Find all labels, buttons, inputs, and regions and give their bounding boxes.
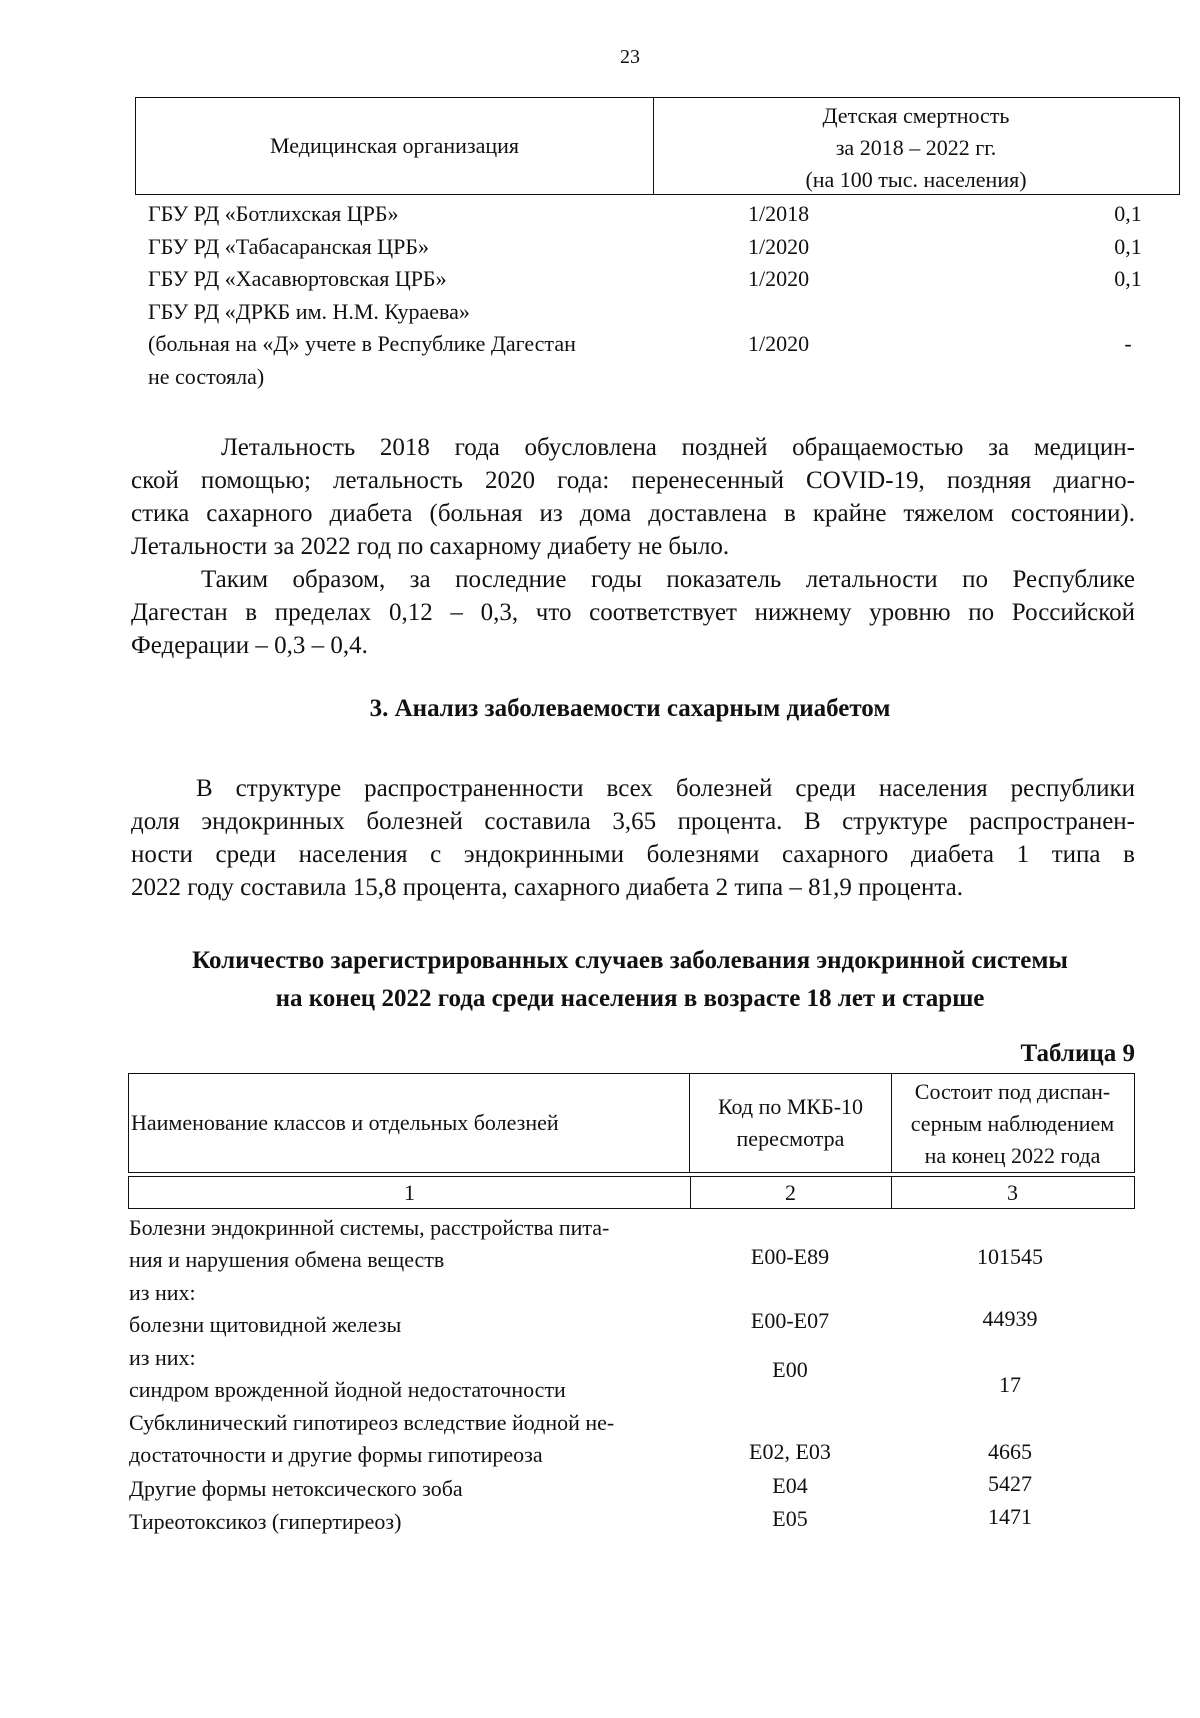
row-count: 1471 <box>988 1504 1032 1529</box>
table-row <box>129 1473 689 1505</box>
header-count <box>891 1074 1134 1174</box>
column-number: 2 <box>690 1177 892 1208</box>
column-number: 3 <box>1007 1179 1018 1205</box>
text-line: стика сахарного диабета (больная из дома доставлена в крайне тяжелом состоянии). <box>131 500 1135 527</box>
mortality-org: не состояла) <box>148 364 265 389</box>
text-line: Федерации – 0,3 – 0,4. <box>131 632 368 659</box>
mortality-value: - <box>1124 331 1132 356</box>
mortality-year: 1/2018 <box>748 201 810 226</box>
row-code: E00-E07 <box>750 1308 830 1333</box>
table9-label: Таблица 9 <box>1020 1040 1135 1067</box>
row-name: Болезни эндокринной системы, расстройства пита- <box>129 1215 610 1240</box>
row-name: синдром врожденной йодной недостаточности <box>129 1377 566 1402</box>
caption-line: на конец 2022 года среди населения в возрасте 18 лет и старше <box>275 985 985 1012</box>
mortality-header-line: (на 100 тыс. населения) <box>805 167 1027 192</box>
table-row <box>129 1407 689 1471</box>
text-line: 2022 году составила 15,8 процента, сахарного диабета 2 типа – 81,9 процента. <box>131 874 963 901</box>
row-count: 101545 <box>977 1244 1043 1269</box>
mortality-year: 1/2020 <box>748 234 810 259</box>
row-name: из них: <box>129 1280 196 1305</box>
mortality-value: 0,1 <box>1114 266 1142 291</box>
mortality-header <box>653 98 1179 196</box>
row-code: E05 <box>772 1506 808 1531</box>
text-line: ности среди населения с эндокринными болезнями сахарного диабета 1 типа в <box>131 841 1135 868</box>
caption-line: Количество зарегистрированных случаев заболевания эндокринной системы <box>192 947 1068 974</box>
text-line: Дагестан в пределах 0,12 – 0,3, что соответствует нижнему уровню по Российской <box>131 599 1135 626</box>
mortality-year: 1/2020 <box>748 331 810 356</box>
header-name: Наименование классов и отдельных болезней <box>129 1074 690 1172</box>
row-code: E04 <box>772 1473 808 1498</box>
column-number: 1 <box>129 1177 691 1208</box>
mortality-org: ГБУ РД «Ботлихская ЦРБ» <box>148 201 399 226</box>
text-line: В структуре распространенности всех болезней среди населения республики <box>196 775 1135 802</box>
text-line: Таким образом, за последние годы показатель летальности по Республике <box>201 566 1135 593</box>
mortality-header-line: за 2018 – 2022 гг. <box>835 135 997 160</box>
header-count-line: на конец 2022 года <box>924 1143 1101 1168</box>
row-code: E02, E03 <box>749 1439 831 1464</box>
organization-header: Медицинская организация <box>136 98 654 194</box>
text-line: Летальность 2018 года обусловлена поздней обращаемостью за медицин- <box>221 434 1135 461</box>
mortality-org: ГБУ РД «Табасаранская ЦРБ» <box>148 234 429 259</box>
row-code: E00 <box>772 1357 808 1382</box>
row-count: 4665 <box>988 1439 1032 1464</box>
row-code: E00-E89 <box>750 1244 830 1269</box>
row-count: 5427 <box>988 1471 1032 1496</box>
row-name: из них: <box>129 1345 196 1370</box>
header-code <box>690 1074 892 1172</box>
header-code-line: Код по МКБ-10 <box>717 1094 864 1119</box>
text-line: доля эндокринных болезней составила 3,65 процента. В структуре распространен- <box>131 808 1135 835</box>
table9-column-numbers <box>128 1176 1135 1209</box>
text-line: ской помощью; летальность 2020 года: перенесенный COVID-19, поздняя диагно- <box>131 467 1135 494</box>
mortality-org: (больная на «Д» учете в Республике Дагестан <box>148 331 576 356</box>
mortality-header-line: Детская смертность <box>822 103 1010 128</box>
text-line: Летальности за 2022 год по сахарному диабету не было. <box>131 533 730 560</box>
table-row <box>129 1212 689 1276</box>
row-name: достаточности и другие формы гипотиреоза <box>129 1442 543 1467</box>
header-count-line: серным наблюдением <box>910 1111 1115 1136</box>
row-name: Тиреотоксикоз (гипертиреоз) <box>129 1509 402 1534</box>
row-count: 17 <box>999 1372 1021 1397</box>
mortality-org: ГБУ РД «ДРКБ им. Н.М. Кураева» <box>148 299 470 324</box>
row-count: 44939 <box>982 1306 1038 1331</box>
mortality-org: ГБУ РД «Хасавюртовская ЦРБ» <box>148 266 447 291</box>
paragraph-lethality <box>131 431 1135 563</box>
row-name: Другие формы нетоксического зоба <box>129 1476 463 1501</box>
section-title: 3. Анализ заболеваемости сахарным диабетом <box>369 695 891 722</box>
table-row <box>129 1342 689 1406</box>
mortality-table-header <box>135 97 1180 195</box>
row-name: болезни щитовидной железы <box>129 1312 402 1337</box>
header-code-line: пересмотра <box>736 1126 845 1151</box>
table-row <box>129 1506 689 1538</box>
page-number: 23 <box>620 46 640 68</box>
table-row <box>129 1277 689 1341</box>
mortality-year: 1/2020 <box>748 266 810 291</box>
table9-header <box>128 1073 1135 1173</box>
mortality-value: 0,1 <box>1114 201 1142 226</box>
header-count-line: Состоит под диспан- <box>914 1079 1111 1104</box>
row-name: Субклинический гипотиреоз вследствие йодной не- <box>129 1410 615 1435</box>
row-name: ния и нарушения обмена веществ <box>129 1247 445 1272</box>
mortality-value: 0,1 <box>1114 234 1142 259</box>
paragraph-summary <box>131 563 1135 662</box>
table9-caption <box>0 942 1200 1018</box>
paragraph-structure <box>131 772 1135 904</box>
